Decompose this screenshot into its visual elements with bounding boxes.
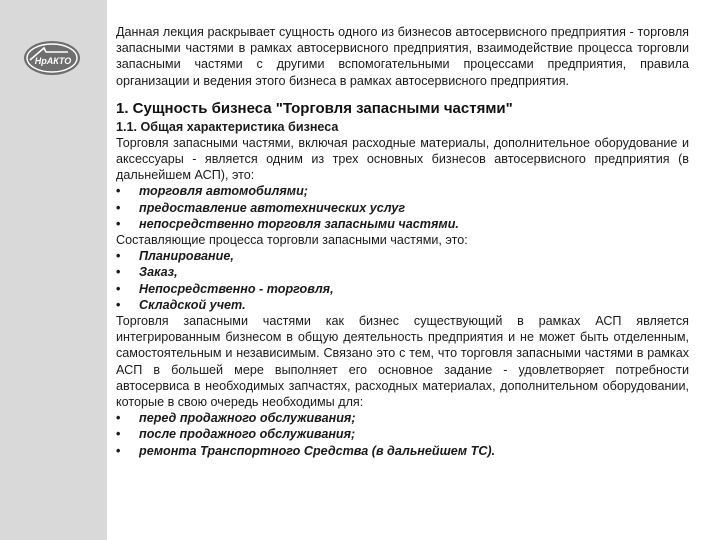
bullet-icon: • — [116, 411, 121, 426]
list-item-text: предоставление автотехнических услуг — [139, 200, 406, 215]
paragraph-2: Составляющие процесса торговли запасными частями, это: — [116, 233, 468, 248]
list-item-text: непосредственно торговля запасными частями. — [139, 216, 459, 231]
list-item — [116, 410, 689, 426]
paragraph-1: Торговля запасными частями, включая расходные материалы, дополнительное оборудование и аксессуары - является одним из трех основных бизнесов автосервисного предприятия (в дальнейшем АСП), это: — [116, 135, 689, 183]
logo-text: НрАКТО — [34, 56, 72, 66]
list-item-text: перед продажного обслуживания; — [139, 411, 356, 426]
list-item — [116, 183, 689, 199]
list-item — [116, 264, 689, 280]
bullet-icon: • — [116, 297, 121, 312]
list-item-text: Складской учет. — [139, 297, 246, 312]
list-item-text: после продажного обслуживания; — [139, 427, 356, 442]
bullet-icon: • — [116, 249, 121, 264]
bullet-icon: • — [116, 184, 121, 199]
list-item — [116, 216, 689, 232]
bullet-icon: • — [116, 281, 121, 296]
bullet-icon: • — [116, 265, 121, 280]
list-item-text: торговля автомобилями; — [139, 184, 308, 199]
list-item-text: Планирование, — [139, 249, 234, 264]
bullet-icon: • — [116, 216, 121, 231]
list-item — [116, 281, 689, 297]
left-sidebar-band — [0, 0, 107, 540]
list-item — [116, 297, 689, 313]
intro-paragraph: Данная лекция раскрывает сущность одного из бизнесов автосервисного предприятия - торговля запасными частями в рамках автосервисного предприятия, взаимодействие процесса торговли запасными частями с другими вспомогательными процессами предприятия, правила организации и ведения этого бизнеса в рамках автосервисного предприятия. — [116, 25, 689, 88]
list-item — [116, 200, 689, 216]
bullet-icon: • — [116, 200, 121, 215]
subsection-title: 1.1. Общая характеристика бизнеса — [116, 119, 339, 134]
list-item-text: Заказ, — [139, 265, 178, 280]
list-item-text: Непосредственно - торговля, — [139, 281, 334, 296]
company-logo — [22, 38, 82, 78]
bullet-icon: • — [116, 443, 121, 458]
paragraph-3: Торговля запасными частями как бизнес существующий в рамках АСП является интегрированным бизнесом в общую деятельность предприятия и не может быть отделенным, самостоятельным и независимым. Связано это с тем, что торговля запасными частями в рамках АСП в большей мере выполняет его основное задание - удовлетворяет потребности автосервиса в необходимых запчастях, расходных материалах, дополнительном оборудовании, которые в свою очередь необходимы для: — [116, 314, 689, 410]
lecture-content — [116, 24, 689, 459]
bullet-icon: • — [116, 427, 121, 442]
list-item — [116, 443, 689, 459]
list-item — [116, 248, 689, 264]
list-item-text: ремонта Транспортного Средства (в дальнейшем ТС). — [139, 443, 496, 458]
list-item — [116, 426, 689, 442]
section-title: 1. Сущность бизнеса "Торговля запасными частями" — [116, 99, 513, 117]
